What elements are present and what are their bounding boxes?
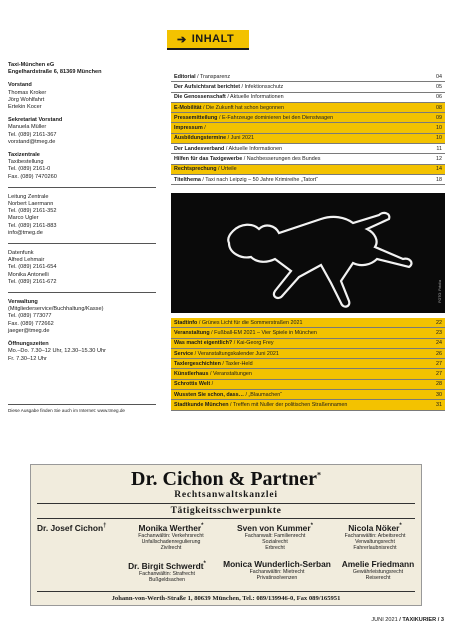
toc-entry[interactable]: [171, 380, 445, 390]
toc-page-number: 04: [436, 73, 442, 80]
toc-entry[interactable]: [171, 359, 445, 369]
toc-entry-topic: / Grünes Licht für die Sommerstraßen 2021: [197, 319, 303, 326]
toc-entry-topic: / Juni 2021: [226, 135, 254, 142]
toc-entry-section: Wussten Sie schon, dass…: [174, 391, 244, 398]
vorstand-heading: Vorstand: [8, 82, 32, 89]
toc-page-number: 26: [436, 350, 442, 357]
toc-entry-topic: /: [202, 125, 206, 132]
toc-top: [171, 72, 445, 185]
lawyer-area: Erbrecht: [265, 544, 285, 551]
toc-entry-section: Titelthema: [174, 176, 201, 183]
contact-line: Tel. (089) 2161-654: [8, 264, 57, 271]
toc-entry-title: [174, 105, 284, 111]
divider: [8, 292, 156, 293]
toc-entry-title: [174, 361, 253, 367]
toc-entry-title: [174, 381, 213, 387]
lawyer-mark: †: [103, 523, 107, 529]
magazine-name: TAXIKURIER: [402, 617, 437, 623]
toc-page-number: 12: [436, 156, 442, 163]
toc-entry-topic: / Infektionsschutz: [240, 83, 284, 90]
contact-line: Marco Ugler: [8, 215, 39, 222]
lawyer-area: Fachanwältin: Verkehrsrecht: [138, 532, 204, 539]
toc-entry[interactable]: [171, 82, 445, 92]
taxizentrale-heading: Taxizentrale: [8, 152, 40, 159]
contact-line: Fax. (089) 772662: [8, 320, 54, 327]
inhalt-title: INHALT: [191, 33, 235, 45]
toc-entry[interactable]: [171, 390, 445, 400]
divider: [8, 187, 156, 188]
lawyer-area: Fachanwältin: Strafrecht: [139, 570, 195, 577]
toc-entry-topic: / Veranstaltungskalender Juni 2021: [193, 350, 279, 357]
toc-entry-topic: / E-Fahrzeuge dominieren bei den Dienstwagen: [217, 114, 334, 121]
contact-line: Fax. (089) 7470260: [8, 173, 57, 180]
ad-focus-heading: Tätigkeitsschwerpunkte: [170, 506, 282, 516]
toc-entry[interactable]: [171, 134, 445, 144]
email-link[interactable]: vorstand@tmeg.de: [8, 138, 56, 145]
contact-line: Mo.–Do. 7.30–12 Uhr, 12.30–15.30 Uhr: [8, 348, 106, 355]
lawyer-area: Fachanwalt: Familienrecht: [244, 532, 306, 539]
lawyer-friedmann: [335, 559, 421, 581]
ad-address: Johann-von-Werth-Straße 1, 80639 München, Tel.: 089/139946-0, Fax 089/165951: [111, 595, 341, 602]
contact-line: Monika Antonelli: [8, 271, 49, 278]
internet-note: Diese Ausgabe finden Sie auch im Internet: www.tmeg.de: [8, 404, 156, 413]
lawyer-area: Sozialrecht: [262, 538, 288, 545]
ad-title-text: Dr. Cichon & Partner: [131, 468, 317, 490]
toc-page-number: 08: [436, 104, 442, 111]
oeffnung-block: [8, 341, 156, 363]
email-link[interactable]: jaeger@tmeg.de: [8, 327, 50, 334]
contact-line: Tel. (089) 2161-0: [8, 166, 51, 173]
sekretariat-heading: Sekretariat Vorstand: [8, 117, 63, 124]
cover-photo: [171, 193, 445, 313]
lawyer-area: Verwaltungsrecht: [355, 538, 395, 545]
email-link[interactable]: info@tmeg.de: [8, 229, 43, 236]
lawyer-name: Amelie Friedmann: [341, 559, 415, 569]
toc-entry[interactable]: [171, 328, 445, 338]
page-footer: [371, 617, 444, 623]
toc-entry-topic: / Kai-Georg Frey: [232, 340, 274, 347]
toc-entry-section: Hilfen für das Taxigewerbe: [174, 156, 243, 163]
lawyer-area: Privatinsolvenzen: [256, 575, 298, 581]
lawyer-name: Dr. Josef Cichon: [37, 522, 104, 533]
toc-entry-title: [174, 135, 254, 141]
issue-month: JUNI 2021: [371, 617, 398, 623]
toc-entry-section: E-Mobilität: [174, 104, 202, 111]
toc-entry[interactable]: [171, 113, 445, 123]
contact-line: Manuela Müller: [8, 124, 47, 131]
arrow-right-icon: ➔: [177, 33, 187, 46]
verwaltung-block: [8, 299, 156, 335]
page-number: 3: [440, 617, 444, 623]
toc-entry-section: Stadtinfo: [174, 319, 198, 326]
toc-entry-title: [174, 371, 252, 377]
toc-entry-title: [174, 115, 333, 121]
lawyer-area: Fahrerlaubnisrecht: [353, 544, 397, 551]
inhalt-badge: [167, 30, 249, 50]
lawyer-area: Fachanwältin: Mietrecht: [249, 569, 305, 575]
toc-page-number: 10: [436, 125, 442, 132]
toc-entry-topic: / Taxler-Held: [220, 360, 253, 367]
toc-entry-title: [174, 177, 318, 183]
lawyer-mark: *: [310, 523, 313, 529]
contact-line: Tel. (089) 2161-352: [8, 208, 57, 215]
toc-entry-section: Künstlerhaus: [174, 371, 209, 378]
toc-entry-section: Veranstaltung: [174, 329, 210, 336]
toc-entry[interactable]: [171, 400, 445, 410]
org-block: [8, 62, 156, 76]
toc-page-number: 05: [436, 83, 442, 90]
lawyer-mark: *: [201, 523, 204, 529]
toc-entry-section: Service: [174, 350, 194, 357]
toc-entry[interactable]: [171, 339, 445, 349]
toc-entry-title: [174, 392, 282, 398]
lawyer-area: Fachanwältin: Arbeitsrecht: [344, 532, 406, 539]
toc-entry-section: Die Genossenschaft: [174, 94, 226, 101]
ad-divider: [37, 518, 415, 519]
toc-entry-title: [174, 330, 317, 336]
lawyer-mark: *: [203, 561, 206, 567]
contact-line: Datenfunk: [8, 250, 34, 257]
contact-line: Ertekin Kocer: [8, 104, 42, 111]
toc-entry[interactable]: [171, 154, 445, 164]
toc-entry-topic: / Urteile: [216, 166, 237, 173]
taxizentrale-block: [8, 152, 156, 181]
leitung-block: [8, 194, 156, 237]
contact-line: Tel. (089) 2161-883: [8, 222, 57, 229]
ad-title-mark: *: [316, 470, 321, 480]
toc-page-number: 23: [436, 329, 442, 336]
lawyer-area: Zivilrecht: [160, 544, 182, 551]
toc-page-number: 28: [436, 381, 442, 388]
lawyer-area: Bußgeldsachen: [148, 576, 186, 583]
contact-column: [8, 62, 156, 369]
toc-entry-topic: / Treffen mit Nuller der politischen Straßennamen: [228, 402, 348, 409]
contact-line: Thomas Kroker: [8, 89, 47, 96]
contact-line: Tel. (089) 773077: [8, 313, 52, 320]
toc-entry[interactable]: [171, 72, 445, 82]
footer-separator: /: [436, 617, 441, 623]
lawyer-name: Monica Wunderlich-Serban: [223, 559, 331, 569]
toc-entry-title: [174, 156, 320, 162]
lawyer-cichon: [37, 521, 106, 533]
verwaltung-heading: Verwaltung: [8, 299, 38, 306]
toc-page-number: 11: [436, 145, 442, 152]
toc-page-number: 22: [436, 319, 442, 326]
toc-entry-title: [174, 74, 230, 80]
contact-line: Fr. 7.30–12 Uhr: [8, 355, 47, 362]
photo-credit: FOTO: Fotolia: [438, 280, 442, 303]
toc-page-number: 06: [436, 94, 442, 101]
toc-entry-topic: /: [210, 381, 214, 388]
toc-entry-title: [174, 351, 279, 357]
toc-entry-topic: / Transparenz: [195, 73, 231, 80]
org-name: Taxi-München eG: [8, 62, 55, 68]
toc-entry[interactable]: [171, 103, 445, 113]
toc-entry[interactable]: [171, 369, 445, 379]
toc-page-number: 10: [436, 135, 442, 142]
toc-entry-topic: / Aktuelle Informationen: [225, 94, 284, 101]
lawyer-area: Gewährleistungsrecht: [352, 569, 404, 575]
toc-entry-section: Der Landesverband: [174, 145, 225, 152]
oeffnung-heading: Öffnungszeiten: [8, 341, 49, 348]
toc-page-number: 24: [436, 340, 442, 347]
divider: [8, 243, 156, 244]
datenfunk-block: [8, 250, 156, 286]
ad-title: [31, 468, 421, 491]
toc-entry[interactable]: [171, 144, 445, 154]
contact-line: Leitung Zentrale: [8, 193, 49, 200]
toc-entry-topic: / „Blaumachen“: [244, 391, 283, 398]
toc-entry-title: [174, 125, 206, 131]
ad-divider: [37, 591, 415, 592]
toc-entry-section: Stadtkunde München: [174, 402, 229, 409]
lawyer-name: Nicola Nöker: [348, 522, 400, 533]
toc-page-number: 14: [436, 166, 442, 173]
lawyer-werther: [117, 521, 225, 551]
lawyer-name: Monika Werther: [138, 522, 202, 533]
toc-entry-section: Impressum: [174, 125, 203, 132]
toc-entry-topic: / Aktuelle Informationen: [224, 145, 283, 152]
toc-entry-topic: / Taxi nach Leipzig – 50 Jahre Krimireihe „Tatort“: [200, 176, 318, 183]
footer-separator: /: [397, 617, 403, 623]
contact-line: Tel. (089) 2161-367: [8, 131, 57, 138]
toc-entry-topic: / Die Zukunft hat schon begonnen: [201, 104, 284, 111]
toc-bottom: [171, 318, 445, 411]
ad-divider: [37, 503, 415, 504]
toc-entry-title: [174, 320, 303, 326]
toc-page-number: 27: [436, 371, 442, 378]
toc-entry-title: [174, 84, 283, 90]
vorstand-block: [8, 82, 156, 111]
lawyer-name: Dr. Birgit Schwerdt: [128, 560, 204, 571]
toc-entry[interactable]: [171, 93, 445, 103]
chalk-outline-illustration: [171, 193, 445, 313]
toc-entry-section: Pressemitteilung: [174, 114, 218, 121]
toc-entry-title: [174, 340, 274, 346]
lawyer-schwerdt: [111, 559, 223, 583]
toc-page-number: 30: [436, 391, 442, 398]
contact-line: Taxibestellung: [8, 159, 44, 166]
sekretariat-block: [8, 117, 156, 146]
lawyer-area: Unfallschadenregulierung: [141, 538, 201, 545]
lawyer-mark: *: [399, 523, 402, 529]
toc-entry-topic: / Fußball-EM 2021 – Vier Spiele in München: [209, 329, 317, 336]
toc-entry-topic: / Nachbesserungen des Bundes: [242, 156, 321, 163]
toc-entry-section: Was macht eigentlich?: [174, 340, 233, 347]
toc-entry-section: Taxlergeschichten: [174, 360, 221, 367]
contact-line: Jörg Wohlfahrt: [8, 96, 45, 103]
toc-entry[interactable]: [171, 123, 445, 133]
toc-entry[interactable]: [171, 165, 445, 175]
toc-entry-topic: / Veranstaltungen: [208, 371, 252, 378]
law-firm-ad: [30, 464, 422, 606]
toc-entry[interactable]: [171, 318, 445, 328]
toc-entry-section: Schrottis Welt: [174, 381, 211, 388]
lawyer-wunderlich: [217, 559, 337, 581]
toc-entry-title: [174, 402, 347, 408]
ad-subtitle: Rechtsanwaltskanzlei: [174, 490, 278, 500]
toc-entry-section: Der Aufsichtsrat berichtet: [174, 83, 241, 90]
toc-entry-section: Rechtsprechung: [174, 166, 217, 173]
toc-entry-title: [174, 94, 284, 100]
toc-page-number: 09: [436, 114, 442, 121]
toc-entry[interactable]: [171, 349, 445, 359]
toc-entry-title: [174, 166, 237, 172]
toc-entry-section: Editorial: [174, 73, 196, 80]
contact-line: (Mitgliederservice/Buchhaltung/Kasse): [8, 306, 104, 313]
contact-line: Alfred Lehmair: [8, 257, 45, 264]
toc-page-number: 18: [436, 176, 442, 183]
toc-entry-section: Ausbildungstermine: [174, 135, 227, 142]
toc-page-number: 31: [436, 402, 442, 409]
toc-entry[interactable]: [171, 175, 445, 185]
contact-line: Tel. (089) 2161-672: [8, 278, 57, 285]
lawyer-area: Reiserecht: [365, 575, 391, 581]
org-address: Engelhardstraße 6, 81369 München: [8, 69, 102, 76]
lawyer-name: Sven von Kummer: [237, 522, 311, 533]
toc-entry-title: [174, 146, 282, 152]
toc-page-number: 27: [436, 360, 442, 367]
lawyer-kummer: [223, 521, 327, 551]
contact-line: Norbert Laermann: [8, 201, 54, 208]
lawyer-noeker: [329, 521, 421, 551]
